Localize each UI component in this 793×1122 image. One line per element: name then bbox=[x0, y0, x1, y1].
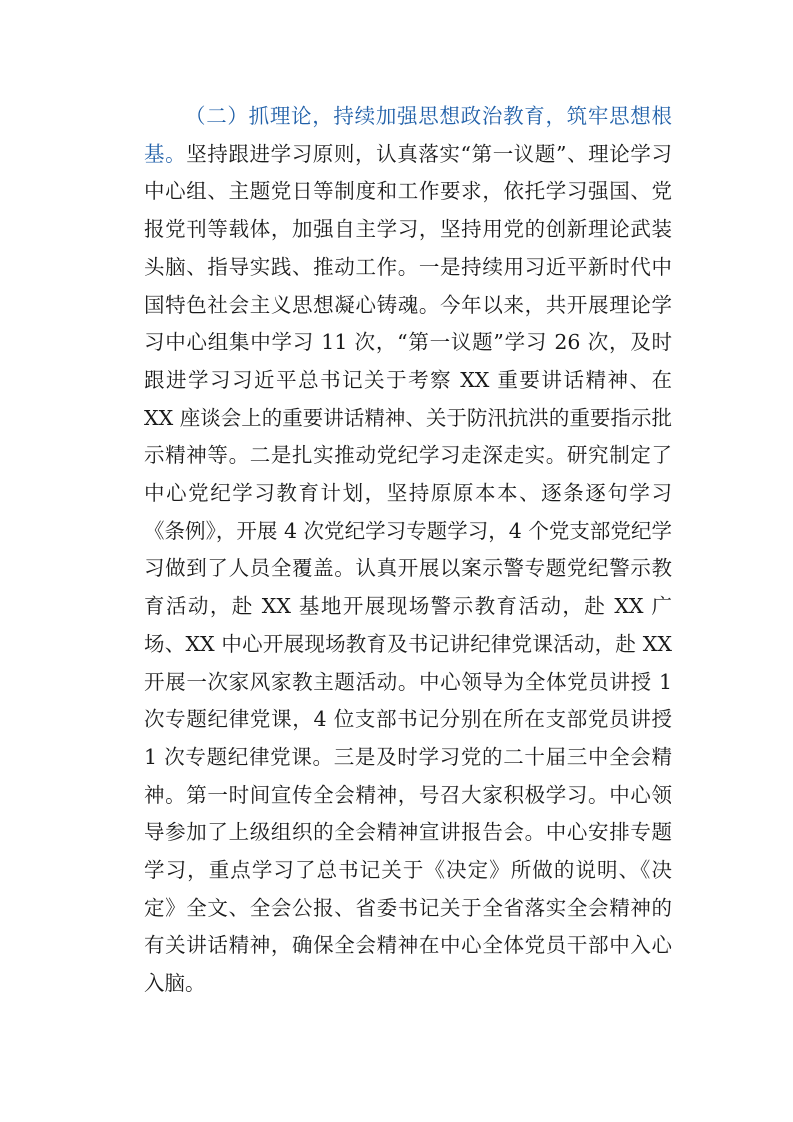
section-heading: （二）抓理论，持续加强思想政治教育，筑牢思想根基。 bbox=[144, 104, 672, 166]
paragraph bbox=[144, 98, 672, 1003]
paragraph-text: 坚持跟进学习原则，认真落实“第一议题”、理论学习中心组、主题党日等制度和工作要求，依托学习强国、党报党刊等载体，加强自主学习，坚持用党的创新理论武装头脑、指导实践、推动工作。一是持续用习近平新时代中国特色社会主义思想凝心铸魂。今年以来，共开展理论学习中心组集中学习 11 次，“第一议题”学习 26 次，及时跟进学习习近平总书记关于考察 XX 重要讲话精神、在 XX 座谈会上的重要讲话精神、关于防汛抗洪的重要指示批示精神等。二是扎实推动党纪学习走深走实。研究制定了中心党纪学习教育计划，坚持原原本本、逐条逐句学习《条例》，开展 4 次党纪学习专题学习，4 个党支部党纪学习做到了人员全覆盖。认真开展以案示警专题党纪警示教育活动，赴 XX 基地开展现场警示教育活动，赴 XX 广场、XX 中心开展现场教育及书记讲纪律党课活动，赴 XX 开展一次家风家教主题活动。中心领导为全体党员讲授 1 次专题纪律党课，4 位支部书记分别在所在支部党员讲授 1 次专题纪律党课。三是及时学习党的二十届三中全会精神。第一时间宣传全会精神，号召大家积极学习。中心领导参加了上级组织的全会精神宣讲报告会。中心安排专题学习，重点学习了总书记关于《决定》所做的说明、《决定》全文、全会公报、省委书记关于全省落实全会精神的有关讲话精神，确保全会精神在中心全体党员干部中入心入脑。 bbox=[144, 141, 672, 996]
document-body bbox=[144, 98, 672, 1003]
